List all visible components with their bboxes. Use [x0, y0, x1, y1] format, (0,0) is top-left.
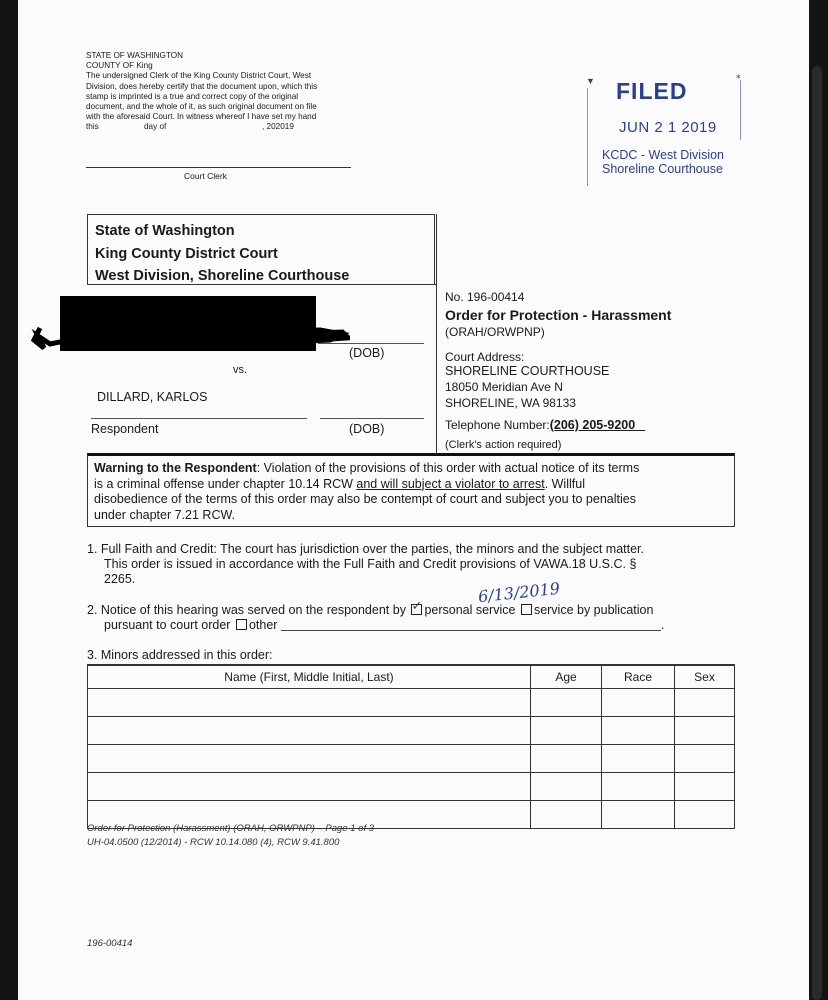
publication-checkbox[interactable] [521, 604, 532, 615]
order-title: Order for Protection - Harassment [445, 307, 672, 323]
respondent-label: Respondent [91, 422, 159, 436]
respondent-name: DILLARD, KARLOS [97, 390, 208, 404]
telephone-number: (206) 205-9200 [549, 418, 636, 432]
filed-date: JUN 2 1 2019 [619, 119, 717, 136]
court-header-box [87, 214, 435, 284]
scrollbar[interactable] [812, 66, 822, 1000]
court-address-line3: SHORELINE, WA 98133 [445, 396, 576, 410]
table-row [88, 689, 735, 717]
case-number: No. 196-00414 [445, 290, 525, 304]
item-minors-heading: 3. Minors addressed in this order: [87, 648, 273, 662]
table-row [88, 745, 735, 773]
filed-label: FILED [616, 78, 688, 104]
age-column-header: Age [531, 665, 602, 689]
filed-division: KCDC - West Division Shoreline Courthouse [602, 148, 725, 176]
item-notice-service: 2. Notice of this hearing was served on the respondent by ✓ personal service service by publication pursuant to court order other . [87, 599, 665, 632]
table-row [88, 773, 735, 801]
personal-service-checkbox[interactable]: ✓ [411, 599, 423, 614]
petitioner-dob-label: (DOB) [349, 346, 385, 360]
versus: vs. [233, 364, 248, 376]
court-state: State of Washington [95, 223, 235, 239]
other-checkbox[interactable] [236, 619, 247, 630]
personal-service-label: personal service [424, 603, 516, 617]
filed-stamp [586, 70, 744, 190]
item-full-faith: 1. Full Faith and Credit: The court has jurisdiction over the parties, the minors and the subject matter. This order is issued in accordance with the Full Faith and Credit provisions of VAWA.18 U.S.C. § 2265. [87, 542, 644, 586]
clerk-certification: STATE OF WASHINGTON COUNTY OF King The undersigned Clerk of the King County District Court, West Division, does hereby certify that the document upon, which this stamp is imprinted is a true and correct copy of the original document, and the whole of it, as such original document on file with the aforesaid Court. In witness whereof I have set my hand this day of , 202019 [86, 51, 318, 132]
handwritten-service-date: 6/13/2019 [477, 578, 561, 607]
warning-heading: Warning to the Respondent [94, 461, 257, 475]
respondent-dob-label: (DOB) [349, 422, 385, 436]
clerk-signature-label: Court Clerk [184, 171, 227, 181]
minors-table [87, 664, 735, 829]
name-column-header: Name (First, Middle Initial, Last) [88, 665, 531, 689]
redaction-scribble [30, 318, 350, 358]
clerk-action-note: (Clerk's action required) [445, 439, 562, 451]
minors-table-header [88, 665, 735, 689]
telephone: Telephone Number:(206) 205-9200 [445, 418, 636, 432]
court-address-line1: SHORELINE COURTHOUSE [445, 364, 610, 378]
caption-divider [436, 214, 437, 454]
clerk-signature-line [86, 167, 351, 168]
table-row [88, 717, 735, 745]
warning-box: Warning to the Respondent: Violation of the provisions of this order with actual notice of its terms is a criminal offense under chapter 10.14 RCW and will subject a violator to arrest. Willful disobedience of the terms of this order may also be contempt of court and subject you to penalties under chapter 7.21 RCW. [87, 453, 735, 527]
order-subtitle: (ORAH/ORWPNP) [445, 325, 545, 339]
court-name: King County District Court [95, 245, 278, 262]
form-footer: Order for Protection (Harassment) (ORAH, ORWPNP) – Page 1 of 3 UH-04.0500 (12/2014) - RCW 10.14.080 (4), RCW 9.41.800 [87, 823, 375, 848]
footer-case-number: 196-00414 [87, 938, 133, 949]
sex-column-header: Sex [675, 665, 735, 689]
court-division: West Division, Shoreline Courthouse [95, 268, 350, 284]
stamp-mark: ▼ [586, 76, 595, 86]
court-address-label: Court Address: [445, 350, 525, 364]
stamp-mark: ⁎ [736, 70, 741, 80]
court-address-line2: 18050 Meridian Ave N [445, 380, 563, 394]
race-column-header: Race [602, 665, 675, 689]
